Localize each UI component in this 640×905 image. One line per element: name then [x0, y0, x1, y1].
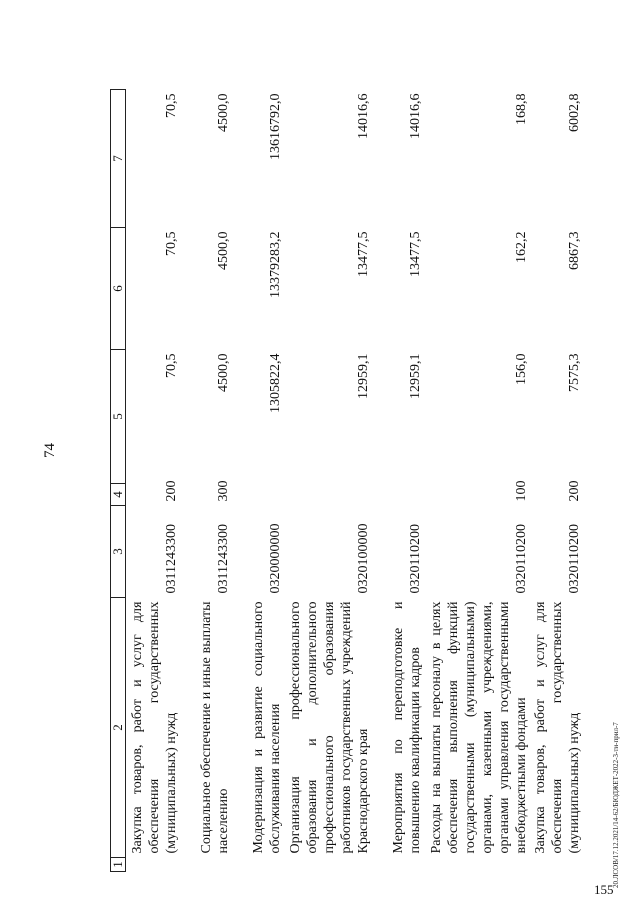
- budget-table-container: [110, 90, 582, 872]
- row-code: 0320110200: [514, 524, 529, 594]
- header-col-7: 7: [111, 90, 126, 228]
- table-row: [232, 90, 284, 872]
- row-value-col5: 4500,0: [216, 353, 231, 392]
- row-description: Закупка товаров, работ и услуг для обеспечения государственных (муниципальных) нужд: [533, 601, 582, 854]
- header-col-2: 2: [111, 598, 126, 858]
- row-value-col7: 4500,0: [216, 93, 231, 132]
- row-value-col5: 12959,1: [356, 353, 371, 399]
- row-value-col6: 70,5: [164, 231, 179, 256]
- header-col-1: 1: [111, 858, 126, 872]
- row-value-col6: 6867,3: [567, 231, 582, 270]
- table-row: [530, 90, 583, 872]
- row-description: Социальное обеспечение и иные выплаты населению: [199, 601, 231, 854]
- row-value-col6: 4500,0: [216, 231, 231, 270]
- row-value-col5: 1305822,4: [268, 353, 283, 413]
- page-number-bottom: 155: [594, 882, 614, 897]
- row-description: Организация профессионального образования и дополнительного профессионального образования работников государственных учреждений Краснодарского края: [288, 601, 371, 854]
- row-type: 100: [514, 480, 529, 502]
- row-code: 0311243300: [216, 524, 231, 594]
- row-description: Расходы на выплаты персоналу в целях обеспечения выполнения функций государственными (муниципальными) органами, казенными учреждениями, органами управления государственными внебюджетными фондами: [429, 601, 529, 854]
- table-row: [424, 90, 530, 872]
- header-col-5: 5: [111, 350, 126, 484]
- document-footer-code: 20.ЛСОВ/17.12.2021/14-62/БЮДЖЕТ-2022-3-ти-прил-7: [612, 722, 620, 888]
- row-value-col7: 14016,6: [408, 93, 423, 139]
- header-col-3: 3: [111, 506, 126, 598]
- row-col1: [372, 858, 424, 872]
- table-row: [372, 90, 424, 872]
- row-type: 200: [164, 480, 179, 502]
- row-value-col5: 7575,3: [567, 353, 582, 392]
- row-col1: [126, 858, 181, 872]
- row-value-col7: 6002,8: [567, 93, 582, 132]
- page-number-top: 74: [42, 443, 58, 458]
- row-type: [232, 484, 284, 506]
- row-value-col7: 168,8: [514, 93, 529, 125]
- row-description: Мероприятия по переподготовке и повышению квалификации кадров: [391, 601, 423, 854]
- table-row: [126, 90, 181, 872]
- row-code: 0320100000: [356, 523, 371, 594]
- header-col-4: 4: [111, 484, 126, 506]
- row-col1: [232, 858, 284, 872]
- row-code: 0320110200: [408, 524, 423, 594]
- row-value-col7: 13616792,0: [268, 93, 283, 160]
- budget-table: [110, 89, 583, 872]
- row-code: 0311243300: [164, 524, 179, 594]
- row-description: Закупка товаров, работ и услуг для обеспечения государственных (муниципальных) нужд: [130, 601, 179, 854]
- row-value-col6: 13477,5: [408, 231, 423, 277]
- row-type: 200: [567, 480, 582, 502]
- row-value-col5: 70,5: [164, 353, 179, 378]
- row-value-col6: 13477,5: [356, 231, 371, 277]
- table-header-row: [111, 90, 126, 872]
- row-type: 300: [216, 480, 231, 502]
- row-code: 0320000000: [268, 523, 283, 594]
- row-type: [284, 484, 372, 506]
- row-value-col6: 13379283,2: [268, 231, 283, 298]
- row-col1: [530, 858, 583, 872]
- row-col1: [180, 858, 232, 872]
- row-value-col6: 162,2: [514, 231, 529, 263]
- row-code: 0320110200: [567, 524, 582, 594]
- row-value-col5: 156,0: [514, 353, 529, 385]
- row-col1: [424, 858, 530, 872]
- row-value-col7: 14016,6: [356, 93, 371, 139]
- row-description: Модернизация и развитие социального обслуживания населения: [251, 601, 283, 854]
- row-type: [372, 484, 424, 506]
- row-col1: [284, 858, 372, 872]
- row-value-col5: 12959,1: [408, 353, 423, 399]
- table-row: [180, 90, 232, 872]
- header-col-6: 6: [111, 228, 126, 350]
- table-row: [284, 90, 372, 872]
- row-value-col7: 70,5: [164, 93, 179, 118]
